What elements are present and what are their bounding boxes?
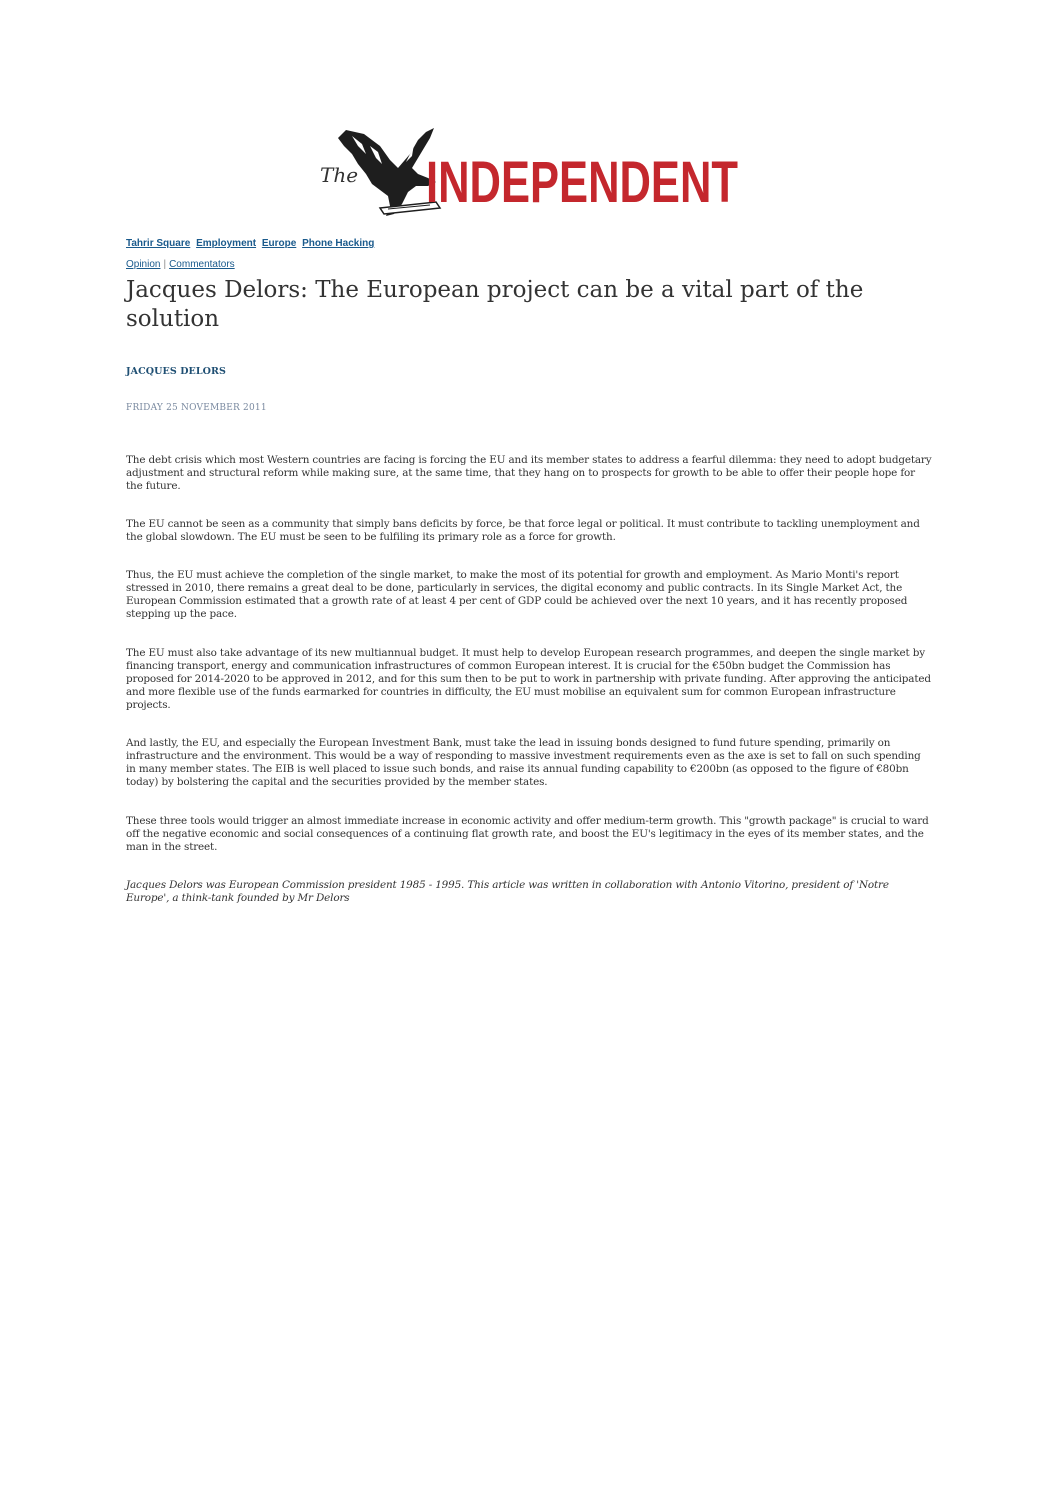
logo-graphic bbox=[318, 124, 740, 220]
topic-link-phone-hacking[interactable]: Phone Hacking bbox=[302, 238, 375, 249]
author-note: Jacques Delors was European Commission president 1985 - 1995. This article was written in collaboration with Antonio Vitorino, president of 'Notre Europe', a think-tank founded by Mr Delors bbox=[126, 879, 889, 904]
article-paragraph: The debt crisis which most Western countries are facing is forcing the EU and its member states to address a fearful dilemma: they need to adopt budgetary adjustment and structural reform while making sure, at the same time, that they hang on to prospects for growth to be able to offer their people hope for the future. bbox=[126, 454, 932, 492]
article-paragraph: These three tools would trigger an almost immediate increase in economic activity and offer medium-term growth. This "growth package" is crucial to ward off the negative economic and social consequences of a continuing flat growth rate, and boost the EU's legitimacy in the eyes of its member states, and the man in the street. bbox=[126, 815, 929, 853]
breadcrumb bbox=[126, 259, 235, 270]
logo-prefix: The bbox=[320, 163, 359, 187]
article-title: Jacques Delors: The European project can be a vital part of the solution bbox=[126, 277, 864, 332]
article-paragraph: The EU cannot be seen as a community that simply bans deficits by force, be that force legal or political. It must contribute to tackling unemployment and the global slowdown. The EU must be seen to be fulfiling its primary role as a force for growth. bbox=[126, 518, 920, 543]
author-byline[interactable]: JACQUES DELORS bbox=[126, 366, 226, 377]
article-paragraph: The EU must also take advantage of its new multiannual budget. It must help to develop European research programmes, and deepen the single market by financing transport, energy and communication infrastructures of common European interest. It is crucial for the €50bn budget the Commission has proposed for 2014-2020 to be approved in 2012, and for this sum then to be put to work in partnership with private funding. After approving the anticipated and more flexible use of the funds earmarked for countries in difficulty, the EU must mobilise an equivalent sum for common European infrastructure projects. bbox=[126, 647, 931, 711]
topic-link-europe[interactable]: Europe bbox=[261, 238, 297, 249]
logo-name: INDEPENDENT bbox=[426, 150, 738, 215]
masthead-logo bbox=[318, 124, 740, 220]
breadcrumb-commentators[interactable]: Commentators bbox=[169, 259, 235, 270]
breadcrumb-separator: | bbox=[163, 259, 167, 270]
topic-link-employment[interactable]: Employment bbox=[196, 238, 257, 249]
breadcrumb-opinion[interactable]: Opinion bbox=[126, 259, 161, 270]
article-date: FRIDAY 25 NOVEMBER 2011 bbox=[126, 403, 267, 413]
article-paragraph: Thus, the EU must achieve the completion of the single market, to make the most of its potential for growth and employment. As Mario Monti's report stressed in 2010, there remains a great deal to be done, particularly in services, the digital economy and public contracts. In its Single Market Act, the European Commission estimated that a growth rate of at least 4 per cent of GDP could be achieved over the next 10 years, and it has recently proposed stepping up the pace. bbox=[126, 569, 908, 620]
topic-link-tahrir-square[interactable]: Tahrir Square bbox=[126, 238, 191, 249]
article-paragraph: And lastly, the EU, and especially the European Investment Bank, must take the lead in issuing bonds designed to fund future spending, primarily on infrastructure and the environment. This would be a way of responding to massive investment requirements even as the axe is set to fall on such spending in many member states. The EIB is well placed to issue such bonds, and raise its annual funding capability to €200bn (as opposed to the figure of €80bn today) by bolstering the capital and the securities provided by the member states. bbox=[126, 737, 921, 788]
topic-links bbox=[126, 238, 377, 249]
